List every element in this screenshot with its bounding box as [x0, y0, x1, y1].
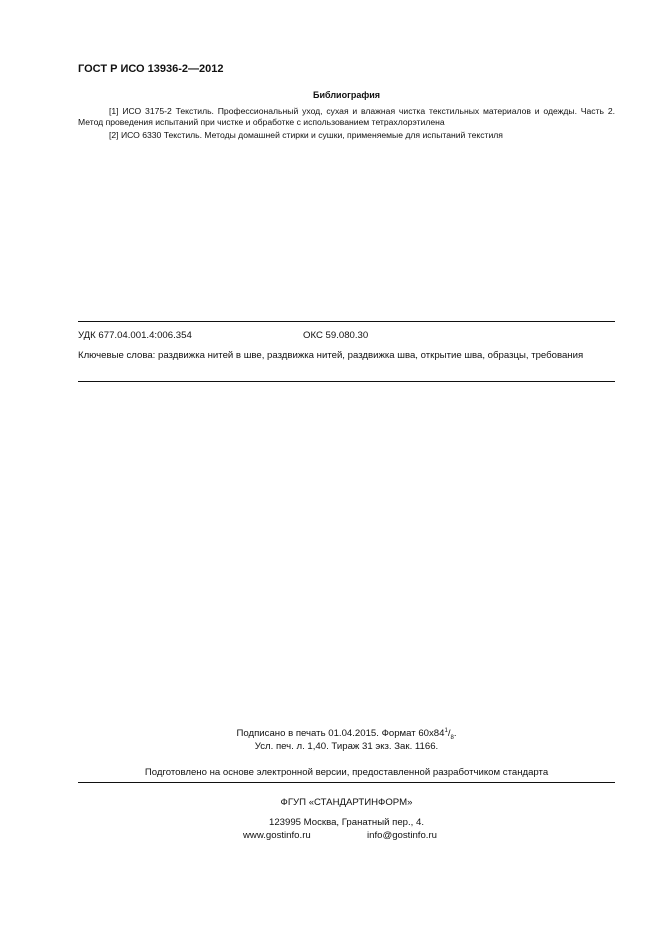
divider	[78, 381, 615, 382]
address: 123995 Москва, Гранатный пер., 4.	[269, 817, 424, 828]
oks-code: ОКС 59.080.30	[303, 330, 369, 341]
divider	[78, 782, 615, 783]
print-info: Усл. печ. л. 1,40. Тираж 31 экз. Зак. 1166.	[254, 741, 439, 752]
keywords: Ключевые слова: раздвижка нитей в шве, раздвижка нитей, раздвижка шва, открытие шва, образцы, требования	[78, 350, 584, 361]
signed-info: Подписано в печать 01.04.2015. Формат $60x84^1/_8$.	[236, 728, 457, 742]
bibliography-item: [2] ИСО 6330 Текстиль. Методы домашней стирки и сушки, применяемые для испытаний текстиля	[109, 130, 503, 140]
publisher: ФГУП «СТАНДАРТИНФОРМ»	[280, 797, 413, 808]
website-link[interactable]: www.gostinfo.ru	[243, 830, 311, 841]
email-link[interactable]: info@gostinfo.ru	[367, 830, 438, 841]
signed-text: Подписано в печать 01.04.2015. Формат 60x84	[236, 728, 445, 740]
prepared-note: Подготовлено на основе электронной версии, предоставленной разработчиком стандарта	[144, 767, 549, 778]
bibliography-title: Библиография	[313, 90, 380, 100]
bibliography-item: [1] ИСО 3175-2 Текстиль. Профессиональный уход, сухая и влажная чистка текстильных материалов и одежды. Часть 2. Метод проведения испытаний при чистке и обработке с использованием тетрахлорэтилена	[78, 106, 615, 127]
divider	[78, 321, 615, 322]
format-sup: 1	[444, 728, 448, 734]
udk-code: УДК 677.04.001.4:006.354	[78, 330, 192, 341]
format-sub: 8	[450, 735, 454, 742]
document-header: ГОСТ Р ИСО 13936-2—2012	[78, 63, 224, 75]
